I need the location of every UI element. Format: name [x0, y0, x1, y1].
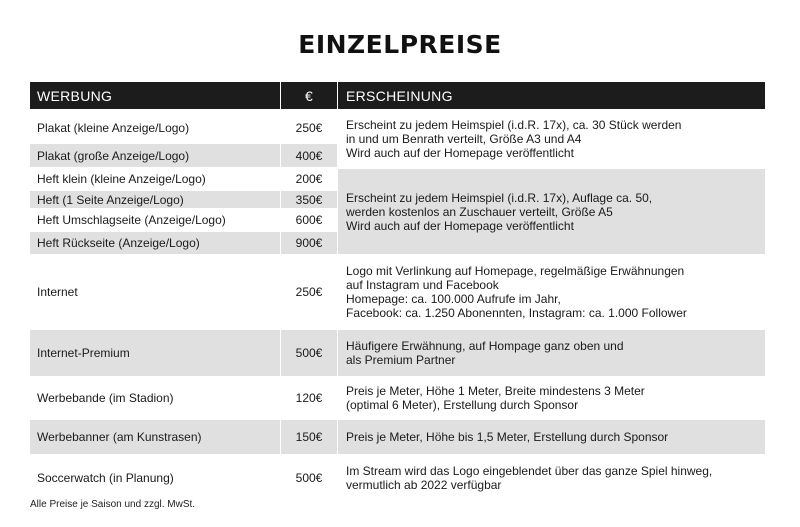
description-line: Erscheint zu jedem Heimspiel (i.d.R. 17x), Auflage ca. 50,	[346, 190, 653, 205]
table-row-label: Heft Umschlagseite (Anzeige/Logo)	[30, 210, 280, 230]
description-line: Preis je Meter, Höhe bis 1,5 Meter, Erstellung durch Sponsor	[346, 430, 669, 444]
table-row-price: 200€	[281, 169, 337, 189]
description-line: Logo mit Verlinkung auf Homepage, regelmäßige Erwähnungen	[346, 264, 685, 278]
table-row-price: 120€	[281, 378, 337, 418]
table-row-price: 250€	[281, 111, 337, 144]
table-row-price: 150€	[281, 420, 337, 454]
description-line: Im Stream wird das Logo eingeblendet über das ganze Spiel hinweg,	[346, 464, 713, 478]
description-line: Preis je Meter, Höhe 1 Meter, Breite mindestens 3 Meter	[346, 384, 645, 398]
description-line: Facebook: ca. 1.250 Abonennten, Instagram: ca. 1.000 Follower	[346, 306, 687, 320]
description-line: in und um Benrath verteilt, Größe A3 und A4	[346, 132, 582, 146]
table-row-price: 400€	[281, 144, 337, 167]
description-line: werden kostenlos an Zuschauer verteilt, Größe A5	[346, 204, 613, 219]
description-line: Wird auch auf der Homepage veröffentlicht	[346, 146, 574, 160]
description-premium	[338, 330, 765, 376]
table-row-price: 500€	[281, 330, 337, 376]
description-line: (optimal 6 Meter), Erstellung durch Sponsor	[346, 398, 579, 412]
description-line: vermutlich ab 2022 verfügbar	[346, 478, 502, 492]
table-row-label: Werbebande (im Stadion)	[30, 378, 280, 418]
description-line: Erscheint zu jedem Heimspiel (i.d.R. 17x), ca. 30 Stück werden	[346, 118, 682, 132]
description-line: auf Instagram und Facebook	[346, 278, 499, 292]
page-title: EINZELPREISE	[298, 30, 502, 59]
table-row-label: Internet-Premium	[30, 330, 280, 376]
table-row-label: Heft (1 Seite Anzeige/Logo)	[30, 191, 280, 208]
table-row-price: 250€	[281, 256, 337, 328]
table-row-price: 500€	[281, 456, 337, 500]
table-row-label: Heft Rückseite (Anzeige/Logo)	[30, 232, 280, 254]
table-row-label: Plakat (kleine Anzeige/Logo)	[30, 111, 280, 144]
description-soccerwatch	[338, 456, 765, 500]
table-row-label: Internet	[30, 256, 280, 328]
description-line: Homepage: ca. 100.000 Aufrufe im Jahr,	[346, 292, 561, 306]
description-heft	[338, 169, 765, 254]
table-row-label: Plakat (große Anzeige/Logo)	[30, 144, 280, 167]
table-row-price: 350€	[281, 191, 337, 208]
description-banner	[338, 420, 765, 454]
table-row-price: 600€	[281, 210, 337, 230]
description-line: Wird auch auf der Homepage veröffentlicht	[346, 218, 574, 233]
description-internet	[338, 256, 765, 328]
table-row-label: Werbebanner (am Kunstrasen)	[30, 420, 280, 454]
table-row-label: Soccerwatch (in Planung)	[30, 456, 280, 500]
price-table	[30, 82, 765, 500]
table-row-price: 900€	[281, 232, 337, 254]
header-ad: WERBUNG	[30, 82, 280, 109]
description-line: Häufigere Erwähnung, auf Hompage ganz oben und	[346, 339, 624, 353]
description-plakat	[338, 111, 765, 167]
header-appearance: ERSCHEINUNG	[338, 82, 765, 109]
header-price: €	[281, 82, 337, 109]
description-line: als Premium Partner	[346, 353, 456, 367]
description-bande	[338, 378, 765, 418]
footnote: Alle Preise je Saison und zzgl. MwSt.	[30, 499, 196, 510]
table-row-label: Heft klein (kleine Anzeige/Logo)	[30, 169, 280, 189]
